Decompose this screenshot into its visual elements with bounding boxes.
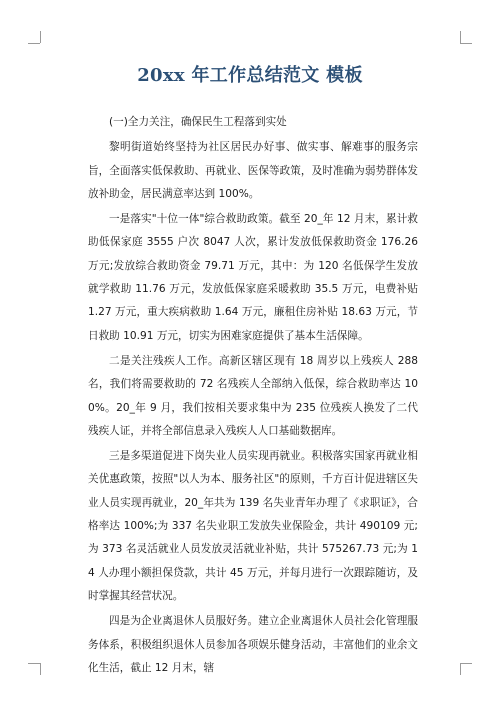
- section-heading: (一)全力关注，确保民生工程落到实处: [109, 116, 287, 128]
- document-title: 20xx 年工作总结范文 模板: [137, 65, 363, 86]
- crop-mark-bottom-left-h: [28, 663, 40, 664]
- document-body: [88, 111, 418, 682]
- paragraph: 黎明街道始终坚持为社区居民办好事、做实事、解难事的服务宗旨，全面落实低保救助、再就业、医保等政策，及时准确为弱势群体发放补助金，居民满意率达到 100%。: [88, 141, 418, 200]
- crop-mark-top-left-v: [40, 31, 41, 43]
- crop-mark-bottom-right-v: [460, 663, 461, 675]
- crop-mark-bottom-left-v: [40, 663, 41, 675]
- crop-mark-top-right-h: [460, 43, 472, 44]
- paragraph: 四是为企业离退休人员服好务。建立企业离退休人员社会化管理服务体系，积极组织退休人员参加各项娱乐健身活动，丰富他们的业余文化生活，截止 12 月末，辖: [88, 615, 418, 674]
- crop-mark-bottom-right-h: [460, 663, 472, 664]
- crop-mark-top-right-v: [460, 31, 461, 43]
- paragraph: 三是多渠道促进下岗失业人员实现再就业。积极落实国家再就业相关优惠政策，按照"以人为本、服务社区"的原则，千方百计促进辖区失业人员实现再就业，20_年共为 139 名失业青年办理了《求职证》，合格率达 100%;为 337 名失业职工发放失业保险金，共计 490109 元;为 373 名灵活就业人员发放灵活就业补贴，共计 575267.73 元;为 14 人办理小额担保贷款，共计 45 万元，并每月进行一次跟踪随访，及时掌握其经营状况。: [88, 450, 418, 602]
- paragraph: 二是关注残疾人工作。高新区辖区现有 18 周岁以上残疾人 288 名，我们将需要救助的 72 名残疾人全部纳入低保，综合救助率达 100%。20_年 9 月，我们按相关要求集中为 235 位残疾人换发了二代残疾人证，并将全部信息录入残疾人人口基础数据库。: [88, 354, 418, 437]
- crop-mark-top-left-h: [28, 43, 40, 44]
- paragraph: 一是落实"十位一体"综合救助政策。截至 20_年 12 月末，累计救助低保家庭 3555 户次 8047 人次，累计发放低保救助资金 176.26 万元;发放综合救助资金 79.71 万元，其中：为 120 名低保学生发放就学救助 11.76 万元，发放低保家庭采暖救助 35.5 万元，电费补贴 1.27 万元，重大疾病救助 1.64 万元，廉租住房补贴 18.63 万元，节日救助 10.91 万元，切实为困难家庭提供了基本生活保障。: [88, 213, 418, 342]
